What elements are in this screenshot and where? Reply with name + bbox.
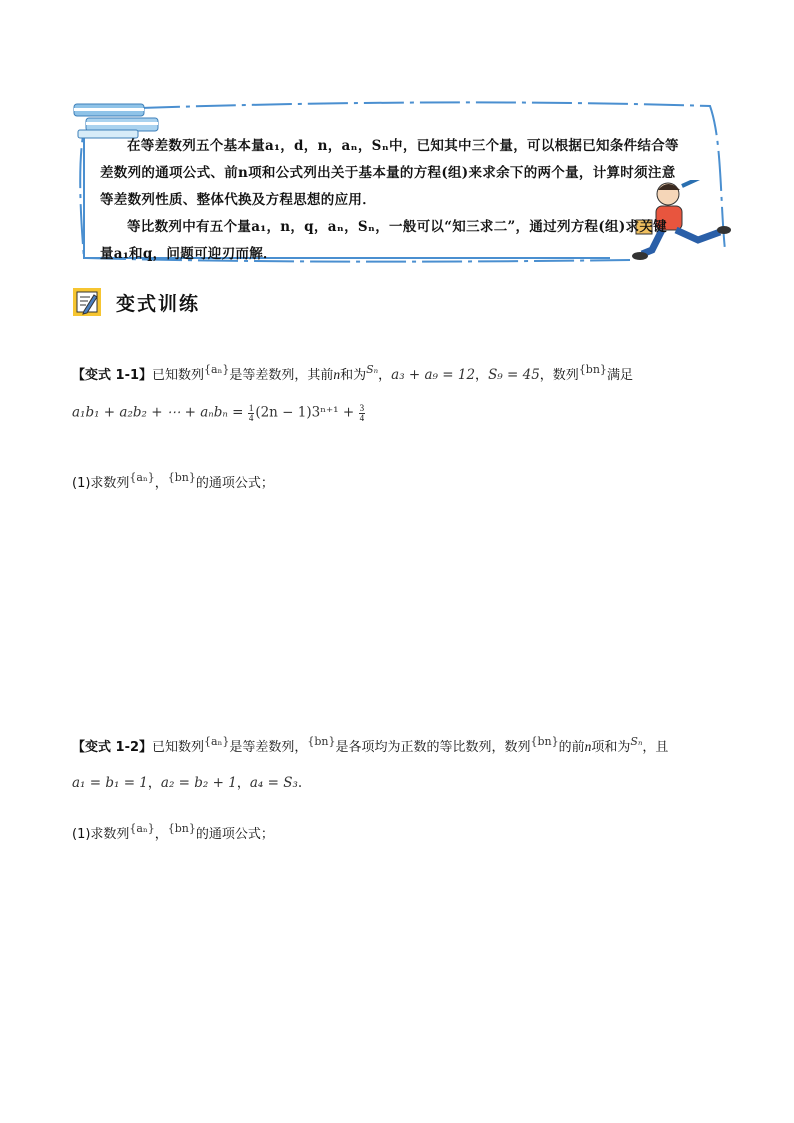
fraction-1-4: $\frac{1}{4}$ bbox=[248, 403, 254, 423]
tip-paragraph-1: 在等差数列五个基本量a₁，d，n，aₙ，Sₙ中，已知其中三个量，可以根据已知条件结合等差数列的通项公式、前n项和公式列出关于基本量的方程(组)来求余下的两个量，计算时须注意等差数列性质、整体代换及方程思想的应用． bbox=[100, 138, 679, 208]
ex2-tag: 【变式 1-2】 bbox=[72, 740, 153, 755]
ex1-question-1: (1)求数列$^{\{a_n\}}$，$^{\{bn\}}$的通项公式； bbox=[72, 471, 274, 491]
ex1-tag: 【变式 1-1】 bbox=[72, 368, 153, 383]
ex1-formula: a₁b₁ + a₂b₂ + ⋯ + aₙbₙ = $\frac{1}{4}$ (2n − 1)3ⁿ⁺¹ + $\frac{3}{4}$ bbox=[72, 403, 365, 423]
section-header bbox=[72, 287, 200, 317]
ex2-question-1: (1)求数列$^{\{a_n\}}$，$^{\{bn\}}$的通项公式； bbox=[72, 822, 274, 842]
tip-paragraph-2: 等比数列中有五个量a₁，n，q，aₙ，Sₙ，一般可以“知三求二”，通过列方程(组)求关键量a₁和q，问题可迎刃而解． bbox=[100, 219, 667, 262]
tip-text bbox=[100, 133, 680, 268]
section-title: 变式训练 bbox=[116, 292, 201, 315]
pencil-note-icon bbox=[72, 287, 102, 317]
ex2-conditions: a₁ = b₁ = 1，a₂ = b₂ + 1，a₄ = S₃. bbox=[72, 775, 303, 791]
ex2-statement: 【变式 1-2】已知数列$^{\{a_n\}}$是等差数列，$^{\{bn\}}$是各项均为正数的等比数列，数列$^{\{bn\}}$的前n项和为$^{S_n}$，且 bbox=[72, 735, 669, 755]
fraction-3-4: $\frac{3}{4}$ bbox=[359, 403, 365, 423]
ex1-statement: 【变式 1-1】已知数列$^{\{a_n\}}$是等差数列，其前n和为$^{S_n}$，a₃ + a₉ = 12，S₉ = 45，数列$^{\{bn\}}$满足 bbox=[72, 363, 633, 383]
